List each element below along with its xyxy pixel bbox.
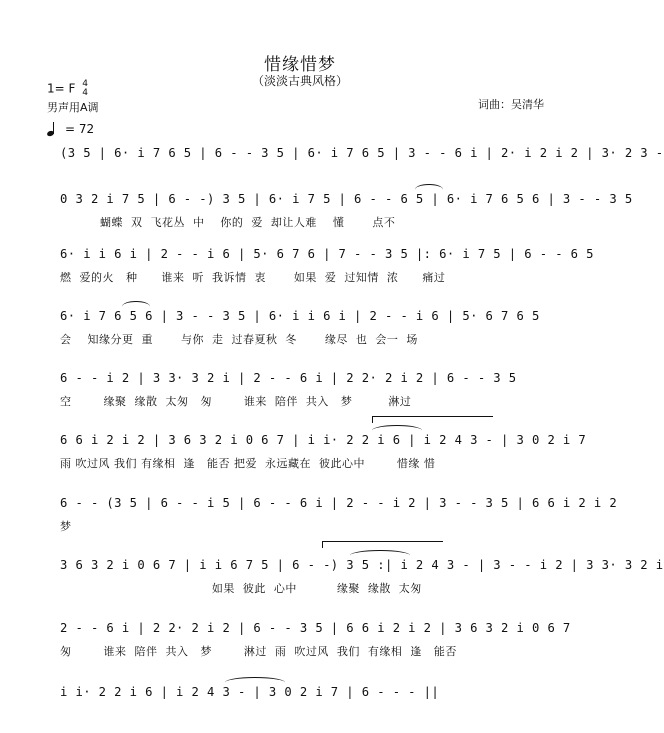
volta-bracket	[322, 541, 443, 548]
staff-notes: 6 6 i 2 i 2 | 3 6 3 2 i 0 6 7 | i i· 2 2 i 6 | i 2 4 3 - | 3 0 2 i 7	[60, 433, 587, 447]
slur	[415, 184, 443, 195]
slur	[372, 425, 422, 436]
tempo-marking	[47, 122, 94, 136]
staff-lyrics: 雨 吹过风 我们 有缘相 逢 能否 把爱 永远藏在 彼此心中 惜缘 惜	[60, 457, 436, 470]
song-title: 惜缘惜梦	[264, 55, 336, 75]
staff-lyrics: 梦	[60, 520, 72, 533]
staff-lyrics: 蝴蝶 双 飞花丛 中 你的 爱 却让人难 懂 点不	[60, 216, 396, 229]
meter-bottom: 4	[82, 88, 88, 98]
slur	[350, 550, 410, 561]
staff-notes: 6 - - i 2 | 3 3· 3 2 i | 2 - - 6 i | 2 2· 2 i 2 | 6 - - 3 5	[60, 371, 517, 385]
staff-notes: 0 3 2 i 7 5 | 6 - -) 3 5 | 6· i 7 5 | 6 - - 6 5 | 6· i 7 6 5 6 | 3 - - 3 5	[60, 192, 633, 206]
quarter-note-icon	[47, 122, 59, 136]
credit-line: 词曲：吴清华	[478, 98, 544, 111]
tempo-value: = 72	[65, 122, 95, 136]
staff-lyrics: 空 缘聚 缘散 太匆 匆 谁来 陪伴 共入 梦 淋过	[60, 395, 412, 408]
staff-notes: (3 5 | 6· i 7 6 5 | 6 - - 3 5 | 6· i 7 6 5 | 3 - - 6 i | 2· i 2 i 2 | 3· 2 3 -	[60, 146, 664, 160]
meter-top: 4	[82, 79, 88, 89]
time-signature	[82, 80, 88, 98]
staff-lyrics: 如果 彼此 心中 缘聚 缘散 太匆	[60, 582, 422, 595]
voice-note: 男声用A调	[47, 101, 99, 114]
key-label: 1= F	[47, 81, 76, 96]
slur	[225, 677, 285, 688]
staff-notes: 6· i 7 6 5 6 | 3 - - 3 5 | 6· i i 6 i | 2 - - i 6 | 5· 6 7 6 5	[60, 309, 540, 323]
staff-lyrics: 会 知缘分更 重 与你 走 过春夏秋 冬 缘尽 也 会一 场	[60, 333, 418, 346]
slur	[122, 301, 150, 312]
staff-notes: 3 6 3 2 i 0 6 7 | i i 6 7 5 | 6 - -) 3 5 :| i 2 4 3 - | 3 - - i 2 | 3 3· 3 2 i	[60, 558, 664, 572]
key-signature	[47, 80, 88, 98]
staff-notes: 6· i i 6 i | 2 - - i 6 | 5· 6 7 6 | 7 - - 3 5 |: 6· i 7 5 | 6 - - 6 5	[60, 247, 594, 261]
staff-notes: i i· 2 2 i 6 | i 2 4 3 - | 3 0 2 i 7 | 6 - - - ||	[60, 685, 440, 699]
staff-notes: 6 - - (3 5 | 6 - - i 5 | 6 - - 6 i | 2 - - i 2 | 3 - - 3 5 | 6 6 i 2 i 2	[60, 496, 618, 510]
song-subtitle: （淡淡古典风格）	[251, 74, 348, 88]
staff-lyrics: 燃 爱的火 种 谁来 听 我诉情 衷 如果 爱 过知情 浓 痛过	[60, 271, 446, 284]
volta-bracket	[372, 416, 493, 423]
staff-notes: 2 - - 6 i | 2 2· 2 i 2 | 6 - - 3 5 | 6 6 i 2 i 2 | 3 6 3 2 i 0 6 7	[60, 621, 571, 635]
staff-lyrics: 匆 谁来 陪伴 共入 梦 淋过 雨 吹过风 我们 有缘相 逢 能否	[60, 645, 457, 658]
